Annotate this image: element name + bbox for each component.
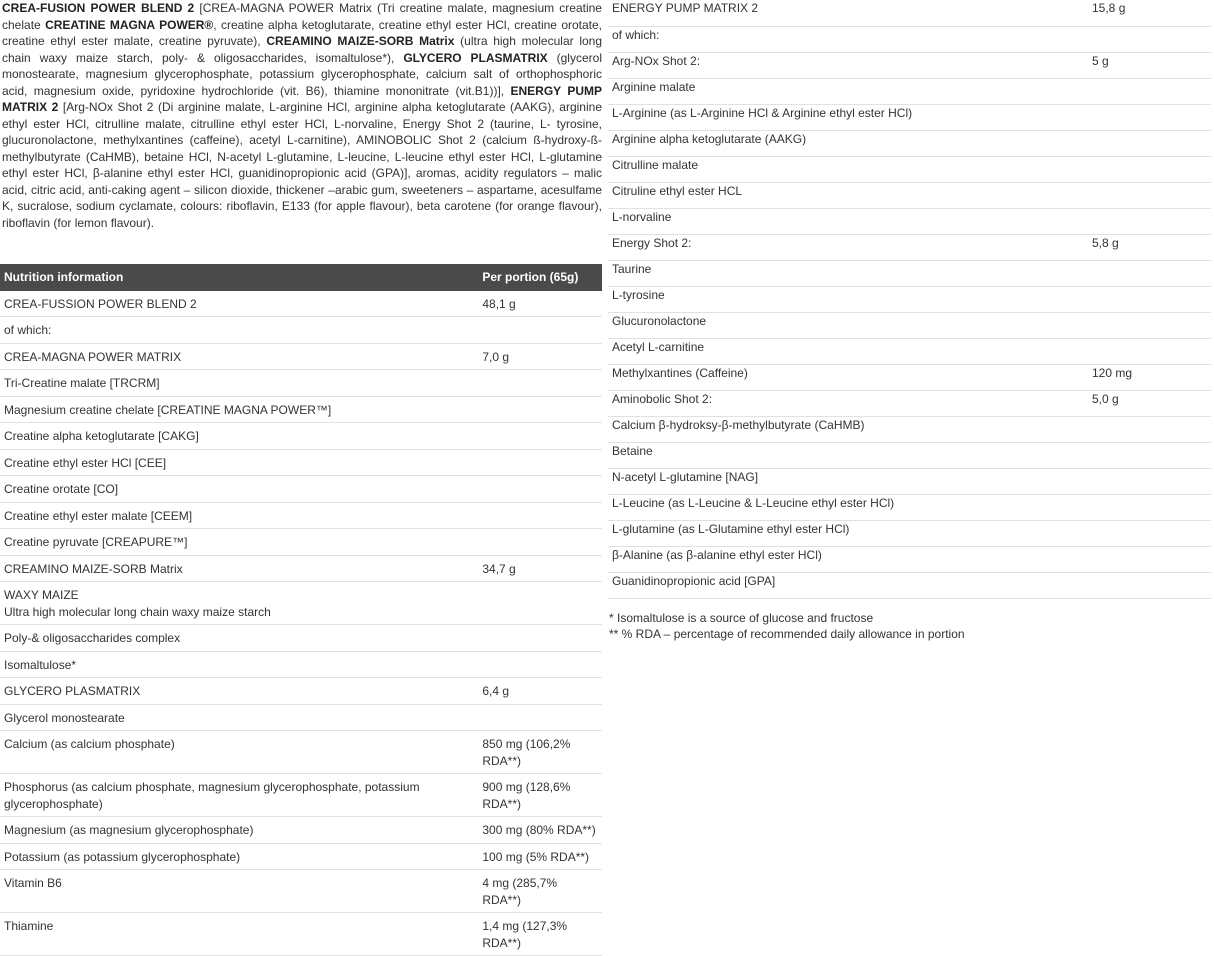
component-name: Taurine (608, 260, 1088, 286)
table-row (608, 130, 1211, 156)
nutrient-name: Tri-Creatine malate [TRCRM] (0, 370, 478, 397)
table-row (0, 704, 602, 731)
nutrient-amount (478, 582, 602, 625)
right-column (608, 0, 1211, 643)
table-row (0, 555, 602, 582)
table-row (0, 423, 602, 450)
nutrient-amount: 100 mg (5% RDA**) (478, 843, 602, 870)
component-amount (1088, 78, 1211, 104)
table-row (0, 651, 602, 678)
ingredient-text: (glycerol monostearate, magnesium glycerophosphate, potassium glycerophosphate, calcium salt of orthophosphoric acid, magnesium oxide, pyridoxine hydrochloride (vit. B6), thiamine mononitrate (vit.B1))], (2, 50, 602, 98)
component-amount: 5 g (1088, 52, 1211, 78)
nutrient-amount (478, 651, 602, 678)
nutrient-amount: 6,4 g (478, 678, 602, 705)
ingredients-text (0, 0, 602, 231)
table-row (0, 843, 602, 870)
nutrient-name: Isomaltulose* (0, 651, 478, 678)
ingredient-text: [CREA-MAGNA POWER Matrix (Tri creatine malate, magnesium creatine chelate (2, 1, 602, 32)
nutrient-amount (478, 502, 602, 529)
table-row (0, 343, 602, 370)
table-row (608, 52, 1211, 78)
nutrient-name: Thiamine (0, 913, 478, 956)
ingredient-text: [Arg-NOx Shot 2 (Di arginine malate, L-arginine HCl, arginine alpha ketoglutarate (AAKG), arginine ethyl ester HCl, citrulline malate, citrulline ethyl ester HCl, L-norvaline, Energy Shot 2 (taurine, L- tyrosine, glucuronolactone, methylxantines (caffeine), acetyl L-carnitine), AMINOBOLIC Shot 2 (calcium ß-hydroxy-ß-methylbutyrate (CaHMB), betaine HCl, N-acetyl L-glutamine, L-leucine, L-leucine ethyl ester HCl, L-glutamine ethyl ester HCl, β-alanine ethyl ester HCl, guanidinopropionic acid (GPA)], aromas, acidity regulators – malic acid, citric acid, anti-caking agent – silicon dioxide, thickener –arabic gum, sweeteners – aspartame, acesulfame K, sucralose, sodium cyclamate, colours: riboflavin, E133 (for apple flavour), beta carotene (for orange flavour), riboflavin (for lemon flavour). (2, 100, 602, 230)
component-name: Arginine malate (608, 78, 1088, 104)
component-name: ENERGY PUMP MATRIX 2 (608, 0, 1088, 26)
nutrient-name: Glycerol monostearate (0, 704, 478, 731)
table-row (608, 364, 1211, 390)
component-name: L-tyrosine (608, 286, 1088, 312)
nutrient-amount: 4 mg (285,7% RDA**) (478, 870, 602, 913)
table-row (608, 260, 1211, 286)
component-amount (1088, 546, 1211, 572)
table-row (0, 913, 602, 956)
component-name: L-norvaline (608, 208, 1088, 234)
header-nutrition-information: Nutrition information (0, 264, 478, 291)
component-amount (1088, 286, 1211, 312)
component-name: N-acetyl L-glutamine [NAG] (608, 468, 1088, 494)
table-row (608, 572, 1211, 598)
nutrient-amount (478, 396, 602, 423)
component-name: L-Leucine (as L-Leucine & L-Leucine ethyl ester HCl) (608, 494, 1088, 520)
nutrient-name: GLYCERO PLASMATRIX (0, 678, 478, 705)
component-name: Citruline ethyl ester HCL (608, 182, 1088, 208)
table-row (0, 870, 602, 913)
footnote-isomaltulose: * Isomaltulose is a source of glucose and fructose (609, 610, 874, 625)
component-amount (1088, 312, 1211, 338)
table-row (0, 317, 602, 344)
table-row (608, 390, 1211, 416)
table-row (608, 416, 1211, 442)
component-name: Energy Shot 2: (608, 234, 1088, 260)
component-name: Guanidinopropionic acid [GPA] (608, 572, 1088, 598)
component-amount (1088, 208, 1211, 234)
component-name: Arginine alpha ketoglutarate (AAKG) (608, 130, 1088, 156)
component-name: L-Arginine (as L-Arginine HCl & Arginine ethyl ester HCl) (608, 104, 1088, 130)
left-column (0, 0, 604, 956)
component-amount (1088, 572, 1211, 598)
ingredient-blend-name: CREA-FUSION POWER BLEND 2 (2, 1, 195, 15)
nutrient-amount: 1,4 mg (127,3% RDA**) (478, 913, 602, 956)
nutrient-name: Vitamin B6 (0, 870, 478, 913)
table-row (608, 312, 1211, 338)
nutrient-name: of which: (0, 317, 478, 344)
nutrition-table-body (0, 291, 602, 956)
nutrient-amount (478, 423, 602, 450)
component-amount: 120 mg (1088, 364, 1211, 390)
component-amount (1088, 416, 1211, 442)
table-row (0, 370, 602, 397)
nutrient-name: Creatine ethyl ester HCl [CEE] (0, 449, 478, 476)
component-name: Citrulline malate (608, 156, 1088, 182)
nutrient-name: Calcium (as calcium phosphate) (0, 731, 478, 774)
energy-pump-table-body (608, 0, 1211, 598)
component-amount (1088, 494, 1211, 520)
nutrient-amount (478, 529, 602, 556)
nutrient-amount: 900 mg (128,6% RDA**) (478, 774, 602, 817)
nutrient-name: Poly-& oligosaccharides complex (0, 625, 478, 652)
ingredient-blend-name: GLYCERO PLASMATRIX (403, 50, 548, 65)
component-amount (1088, 156, 1211, 182)
nutrient-name: Magnesium (as magnesium glycerophosphate) (0, 817, 478, 844)
table-row (608, 520, 1211, 546)
nutrient-amount (478, 704, 602, 731)
component-amount (1088, 338, 1211, 364)
nutrition-table (0, 264, 602, 956)
table-row (0, 817, 602, 844)
component-amount (1088, 260, 1211, 286)
table-row (0, 396, 602, 423)
nutrient-name: Potassium (as potassium glycerophosphate) (0, 843, 478, 870)
component-amount (1088, 520, 1211, 546)
table-row (608, 182, 1211, 208)
component-amount: 15,8 g (1088, 0, 1211, 26)
table-row (608, 26, 1211, 52)
table-row (0, 502, 602, 529)
energy-pump-table (608, 0, 1211, 599)
table-row (0, 449, 602, 476)
component-amount: 5,8 g (1088, 234, 1211, 260)
table-header-row (0, 264, 602, 291)
ingredient-blend-name: CREATINE MAGNA POWER® (45, 17, 214, 32)
table-row (608, 0, 1211, 26)
ingredient-blend-name: CREAMINO MAIZE-SORB Matrix (266, 34, 455, 48)
component-name: Calcium β-hydroksy-β-methylbutyrate (CaHMB) (608, 416, 1088, 442)
component-amount (1088, 468, 1211, 494)
footnote-rda: ** % RDA – percentage of recommended daily allowance in portion (609, 627, 965, 641)
component-amount (1088, 26, 1211, 52)
table-row (608, 468, 1211, 494)
table-row (608, 494, 1211, 520)
table-row (608, 104, 1211, 130)
nutrient-amount: 7,0 g (478, 343, 602, 370)
nutrient-amount (478, 625, 602, 652)
component-name: Acetyl L-carnitine (608, 338, 1088, 364)
ingredient-blend-name: ENERGY PUMP MATRIX 2 (2, 83, 602, 114)
component-amount (1088, 104, 1211, 130)
table-row (0, 731, 602, 774)
component-name: Arg-NOx Shot 2: (608, 52, 1088, 78)
nutrient-amount (478, 476, 602, 503)
component-name: L-glutamine (as L-Glutamine ethyl ester HCl) (608, 520, 1088, 546)
nutrient-name: Phosphorus (as calcium phosphate, magnesium glycerophosphate, potassium glycerophosphate) (0, 774, 478, 817)
component-amount (1088, 442, 1211, 468)
ingredient-text: (ultra high molecular long chain waxy maize starch, poly- & oligosaccharides, isomaltulose*), (2, 34, 603, 65)
table-row (608, 546, 1211, 572)
nutrient-name: Creatine orotate [CO] (0, 476, 478, 503)
nutrient-amount (478, 370, 602, 397)
nutrient-amount (478, 317, 602, 344)
table-row (608, 286, 1211, 312)
table-row (608, 156, 1211, 182)
nutrient-amount: 850 mg (106,2% RDA**) (478, 731, 602, 774)
component-name: β-Alanine (as β-alanine ethyl ester HCl) (608, 546, 1088, 572)
nutrient-name: Creatine ethyl ester malate [CEEM] (0, 502, 478, 529)
table-row (0, 625, 602, 652)
footnotes (608, 599, 1211, 643)
component-name: of which: (608, 26, 1088, 52)
table-row (0, 476, 602, 503)
nutrient-amount: 34,7 g (478, 555, 602, 582)
header-per-portion: Per portion (65g) (478, 264, 602, 291)
nutrient-amount: 48,1 g (478, 291, 602, 317)
component-name: Betaine (608, 442, 1088, 468)
table-row (608, 442, 1211, 468)
component-name: Glucuronolactone (608, 312, 1088, 338)
nutrient-name: Magnesium creatine chelate [CREATINE MAGNA POWER™] (0, 396, 478, 423)
nutrient-name: WAXY MAIZE Ultra high molecular long chain waxy maize starch (0, 582, 478, 625)
table-row (608, 208, 1211, 234)
nutrient-name: CREA-MAGNA POWER MATRIX (0, 343, 478, 370)
table-row (0, 291, 602, 317)
nutrient-name: Creatine pyruvate [CREAPURE™] (0, 529, 478, 556)
table-row (608, 338, 1211, 364)
table-row (608, 234, 1211, 260)
nutrient-name: CREAMINO MAIZE-SORB Matrix (0, 555, 478, 582)
table-row (608, 78, 1211, 104)
component-name: Methylxantines (Caffeine) (608, 364, 1088, 390)
table-row (0, 774, 602, 817)
ingredient-text: , creatine alpha ketoglutarate, creatine ethyl ester HCl, creatine orotate, creatine ethyl ester malate, creatine pyruvate), (2, 17, 603, 48)
table-row (0, 582, 602, 625)
component-name: Aminobolic Shot 2: (608, 390, 1088, 416)
nutrient-amount: 300 mg (80% RDA**) (478, 817, 602, 844)
nutrient-amount (478, 449, 602, 476)
nutrient-name: Creatine alpha ketoglutarate [CAKG] (0, 423, 478, 450)
component-amount (1088, 130, 1211, 156)
component-amount (1088, 182, 1211, 208)
component-amount: 5,0 g (1088, 390, 1211, 416)
table-row (0, 678, 602, 705)
nutrient-name: CREA-FUSSION POWER BLEND 2 (0, 291, 478, 317)
table-row (0, 529, 602, 556)
